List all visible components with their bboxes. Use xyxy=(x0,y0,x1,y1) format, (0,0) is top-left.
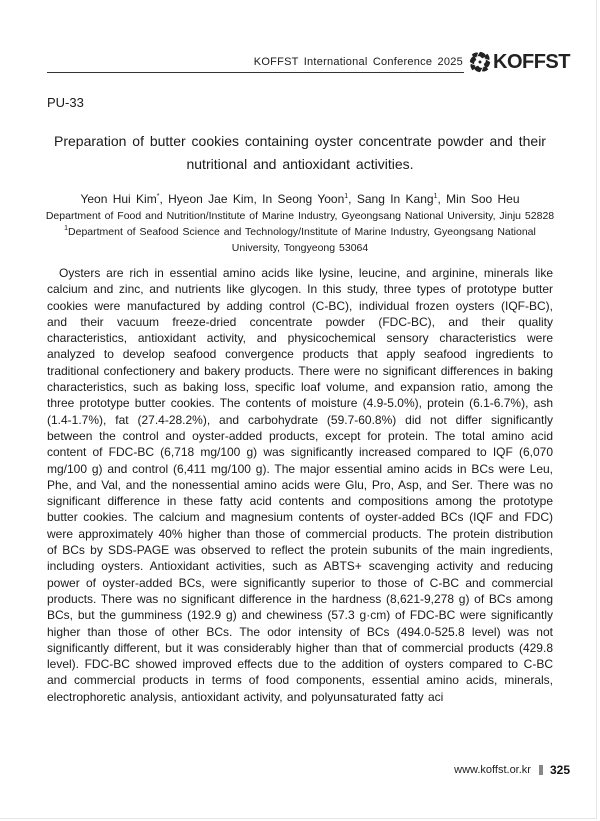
author: Yeon Hui Kim* xyxy=(80,192,160,206)
affiliation: $^1$Department of Seafood Science and Technology/Institute of Marine Industry, Gyeongsang National University, Tongyeong 53064 xyxy=(64,225,536,254)
affiliation: Department of Food and Nutrition/Institute of Marine Industry, Gyeongsang National University, Jinju 52828 xyxy=(45,210,555,222)
page-header xyxy=(47,50,570,76)
author-list: Yeon Hui Kim*, Hyeon Jae Kim, In Seong Yoon$^1$, Sang In Kang$^1$, Min Soo Heu xyxy=(80,192,520,206)
author: In Seong Yoon$^1$ xyxy=(262,192,349,206)
footer-url[interactable]: www.koffst.or.kr xyxy=(454,764,531,776)
abstract-body: Oysters are rich in essential amino acids like lysine, leucine, and arginine, minerals like calcium and zinc, and nutrients like glycogen. In this study, three types of prototype butter cookies were manufactured by adding control (C-BC), individual frozen oysters (IQF-BC), and their vacuum freeze-dried concentrate powder (FDC-BC), and their quality characteristics, antioxidant activity, and physicochemical sensory characteristics were analyzed to develop seafood convergence products that apply seafood ingredients to traditional confectionery and bakery products. There were no significant differences in baking characteristics, such as baking loss, specific loaf volume, and expansion ratio, among the three prototype butter cookies. The contents of moisture (4.9-5.0%), protein (6.1-6.7%), ash (1.4-1.7%), fat (27.4-28.2%), and carbohydrate (59.7-60.8%) did not differ significantly between the control and oyster-added products, except for protein. The total amino acid content of FDC-BC (6,718 mg/100 g) was significantly increased compared to IQF (6,070 mg/100 g) and control (6,411 mg/100 g). The major essential amino acids in BCs were Leu, Phe, and Val, and the nonessential amino acids were Glu, Pro, Asp, and Ser. There was no significant difference in these fatty acid contents and compositions among the prototype butter cookies. The calcium and magnesium contents of oyster-added BCs (IQF and FDC) were approximately 40% higher than those of commercial products. The protein distribution of BCs by SDS-PAGE was observed to reflect the protein subunits of the main ingredients, including oysters. Antioxidant activities, such as ABTS+ scavenging activity and reducing power of oyster-added BCs, were significantly superior to those of C-BC and commercial products. There was no significant difference in the hardness (8,621-9,278 g) of BCs among BCs, but the gumminess (192.9 g) and chewiness (57.3 g·cm) of FDC-BC were significantly higher than those of other BCs. The odor intensity of BCs (494.0-525.8 level) was not significantly different, but it was considerably higher than that of commercial products (429.8 level). FDC-BC showed improved effects due to the addition of oysters compared to C-BC and commercial products in terms of food components, essential amino acids, minerals, electrophoretic analysis, antioxidant activity, and polyunsaturated fatty aci xyxy=(47,266,553,704)
header-rule xyxy=(47,72,464,74)
logo-text: KOFFST xyxy=(493,50,570,73)
page-number: 325 xyxy=(549,763,570,777)
author: Hyeon Jae Kim xyxy=(168,192,254,206)
conference-title: KOFFST International Conference 2025 xyxy=(253,56,463,68)
paper-title: Preparation of butter cookies containing oyster concentrate powder and their nutritional and antioxidant activities. xyxy=(54,133,546,172)
footer-separator xyxy=(539,765,543,775)
page-footer xyxy=(430,761,570,779)
koffst-swirl-logo-icon xyxy=(469,51,491,73)
author: Min Soo Heu xyxy=(446,192,520,206)
paper-code: PU-33 xyxy=(47,95,84,110)
author: Sang In Kang$^1$ xyxy=(356,192,438,206)
koffst-logo xyxy=(469,50,570,74)
